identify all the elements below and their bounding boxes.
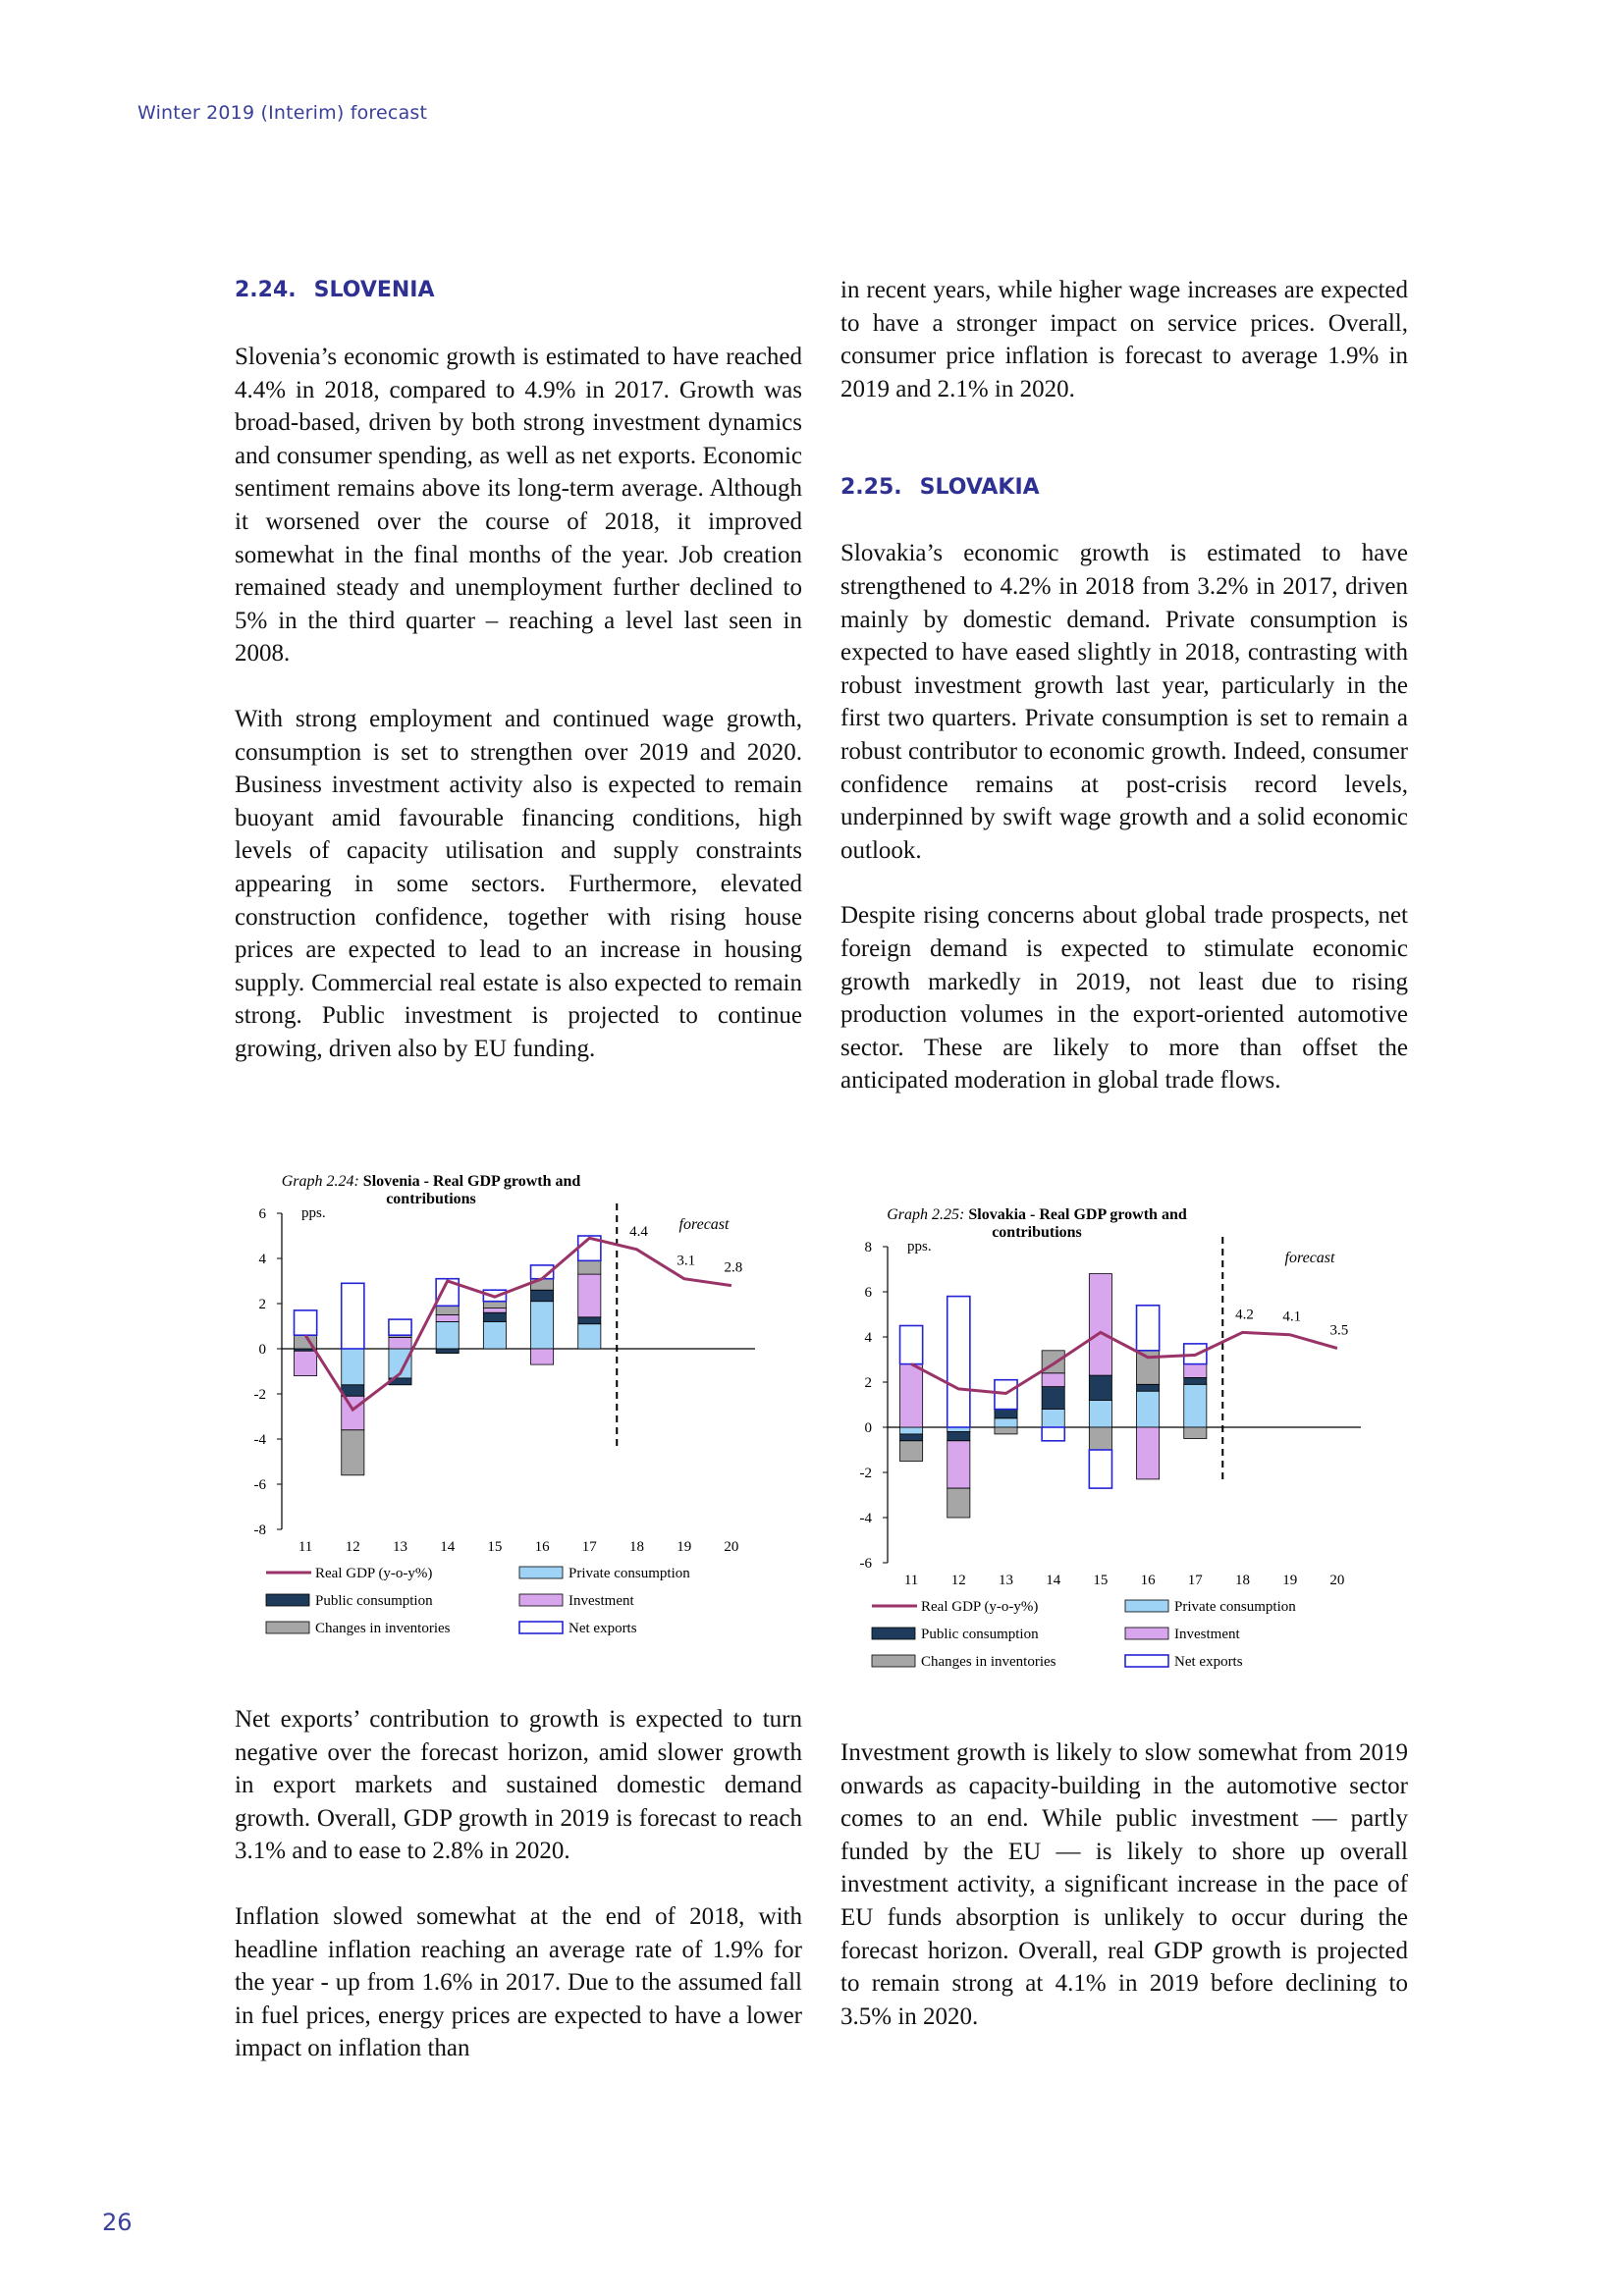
legend-swatch [519, 1622, 563, 1633]
bar-public-consumption [900, 1434, 923, 1441]
chart-title: Slovakia - Real GDP growth and [968, 1207, 1187, 1223]
y-tick-label: 0 [864, 1420, 872, 1436]
unit-label: pps. [301, 1205, 326, 1221]
gdp-line [911, 1332, 1337, 1393]
bar-public-consumption [1137, 1384, 1160, 1391]
x-tick-label: 18 [1235, 1573, 1250, 1588]
section-heading-slovakia [840, 471, 1408, 505]
paragraph: With strong employment and continued wage growth, consumption is set to strengthen over 2019 and 2020. Business investment activity also is expected to remain buoyant amid favourable financing conditions, high levels of capacity utilisation and supply constraints appearing in some sectors. Furthermore, elevated construction confidence, together with rising house prices are expected to lead to an increase in housing supply. Commercial real estate is also expected to remain strong. Public investment is projected to continue growing, driven also by EU funding. [235, 705, 802, 1062]
legend-swatch [266, 1594, 309, 1606]
chart-svg-slovenia [235, 1174, 804, 1677]
bar-investment [436, 1315, 459, 1322]
bar-investment [578, 1274, 601, 1317]
x-tick-label: 15 [1093, 1573, 1109, 1588]
chart-svg-slovakia [840, 1207, 1410, 1710]
legend-label: Private consumption [568, 1566, 690, 1581]
paragraph: in recent years, while higher wage increases are expected to have a stronger impact on service prices. Overall, consumer price inflation is forecast to average 1.9% in 2019 and 2.1% in 2020. [840, 277, 1408, 402]
forecast-label: forecast [678, 1216, 730, 1233]
y-tick-label: 4 [864, 1330, 872, 1346]
bar-net-exports [900, 1326, 923, 1364]
x-tick-label: 15 [487, 1539, 503, 1555]
y-tick-label: -6 [859, 1556, 872, 1572]
bar-private-consumption [900, 1427, 923, 1434]
bar-investment [483, 1308, 506, 1313]
y-tick-label: 2 [258, 1297, 266, 1312]
bar-public-consumption [578, 1317, 601, 1324]
y-tick-label: 0 [258, 1342, 266, 1358]
bar-private-consumption [1042, 1410, 1064, 1427]
bar-public-consumption [1089, 1375, 1111, 1400]
bar-investment [389, 1338, 411, 1350]
x-tick-label: 18 [629, 1539, 644, 1555]
bar-investment [1137, 1427, 1160, 1479]
bar-changes-in-inventories [900, 1441, 923, 1462]
legend-swatch [519, 1567, 563, 1578]
x-tick-label: 16 [534, 1539, 550, 1555]
legend-swatch [1125, 1628, 1168, 1639]
graph-slovenia [235, 1174, 804, 1677]
bar-changes-in-inventories [1184, 1427, 1207, 1439]
legend-label: Changes in inventories [921, 1654, 1056, 1670]
x-tick-label: 17 [1187, 1573, 1203, 1588]
bar-public-consumption [531, 1290, 554, 1302]
x-tick-label: 17 [581, 1539, 597, 1555]
bar-public-consumption [436, 1349, 459, 1354]
bar-private-consumption [342, 1349, 364, 1385]
gdp-data-label: 4.2 [1235, 1307, 1254, 1323]
bar-private-consumption [995, 1418, 1017, 1427]
x-tick-label: 16 [1140, 1573, 1156, 1588]
bar-investment [947, 1441, 970, 1488]
y-tick-label: -6 [253, 1477, 266, 1493]
section-title: SLOVENIA [313, 278, 435, 302]
bar-net-exports [295, 1310, 317, 1335]
bar-investment [531, 1349, 554, 1364]
y-tick-label: 8 [864, 1240, 872, 1255]
legend-swatch [1125, 1600, 1168, 1612]
running-header: Winter 2019 (Interim) forecast [137, 102, 428, 124]
bar-changes-in-inventories [342, 1430, 364, 1475]
y-tick-label: 2 [864, 1375, 872, 1391]
x-tick-label: 20 [724, 1539, 739, 1555]
bar-net-exports [947, 1297, 970, 1427]
section-number: 2.25. [840, 475, 902, 501]
gdp-data-label: 3.1 [677, 1253, 696, 1269]
bar-investment [900, 1364, 923, 1427]
y-tick-label: -4 [253, 1432, 266, 1448]
x-tick-label: 20 [1329, 1573, 1345, 1588]
bar-private-consumption [1089, 1400, 1111, 1427]
bar-public-consumption [1042, 1387, 1064, 1410]
slovakia-text-bottom [840, 1736, 1408, 2033]
x-tick-label: 19 [1282, 1573, 1298, 1588]
section-title: SLOVAKIA [919, 475, 1040, 501]
bar-changes-in-inventories [947, 1488, 970, 1518]
slovenia-text-bottom [235, 1703, 802, 2065]
gdp-line [305, 1238, 731, 1410]
paragraph: Slovakia’s economic growth is estimated to have strengthened to 4.2% in 2018 from 3.2% in 2017, driven mainly by domestic demand. Private consumption is expected to have eased slightly in 2018, contrasting with robust investment growth last year, particularly in the first two quarters. Private consumption is set to remain a robust contributor to economic growth. Indeed, consumer confidence remains at post-crisis record levels, underpinned by swift wage growth and a solid economic outlook. [840, 540, 1408, 864]
chart-caption [282, 1174, 581, 1190]
legend-label: Net exports [568, 1621, 637, 1636]
bar-private-consumption [578, 1324, 601, 1349]
bar-changes-in-inventories [1089, 1427, 1111, 1450]
bar-net-exports [1137, 1306, 1160, 1351]
gdp-data-label: 4.1 [1282, 1308, 1302, 1325]
gdp-data-label: 3.5 [1329, 1322, 1349, 1339]
chart-title-line2: contributions [386, 1191, 476, 1207]
bar-private-consumption [436, 1321, 459, 1349]
y-tick-label: -2 [253, 1387, 266, 1403]
x-tick-label: 12 [345, 1539, 360, 1555]
x-tick-label: 11 [298, 1539, 313, 1555]
bar-changes-in-inventories [578, 1260, 601, 1274]
chart-title-line2: contributions [992, 1224, 1082, 1241]
bar-private-consumption [1137, 1391, 1160, 1427]
legend-swatch [266, 1622, 309, 1633]
legend-swatch [872, 1628, 915, 1639]
bar-investment [1042, 1373, 1064, 1387]
paragraph: Slovenia’s economic growth is estimated to have reached 4.4% in 2018, compared to 4.9% in 2017. Growth was broad-based, driven by both strong investment dynamics and consumer spending, as well as net exports. Economic sentiment remains above its long-term average. Although it worsened over the course of 2018, it improved somewhat in the final months of the year. Job creation remained steady and unemployment further declined to 5% in the third quarter – reaching a level last seen in 2008. [235, 344, 802, 667]
paragraph: Despite rising concerns about global trade prospects, net foreign demand is expected to stimulate economic growth markedly in 2019, not least due to rising production volumes in the export-oriented automotive sector. These are likely to more than offset the anticipated moderation in global trade flows. [840, 902, 1408, 1095]
page-number: 26 [102, 2209, 133, 2236]
x-tick-label: 13 [999, 1573, 1013, 1588]
legend-label: Public consumption [315, 1593, 433, 1609]
paragraph: Investment growth is likely to slow somewhat from 2019 onwards as capacity-building in the automotive sector comes to an end. While public investment — partly funded by the EU — is likely to shore up overall investment activity, a significant increase in the pace of EU funds absorption is unlikely to occur during the forecast horizon. Overall, real GDP growth is projected to remain strong at 4.1% in 2019 before declining to 3.5% in 2020. [840, 1739, 1408, 2030]
bar-net-exports [389, 1319, 411, 1335]
graph-slovakia [840, 1207, 1410, 1710]
bar-private-consumption [531, 1302, 554, 1349]
bar-investment [342, 1396, 364, 1430]
x-tick-label: 11 [903, 1573, 919, 1588]
x-tick-label: 14 [1046, 1573, 1061, 1588]
forecast-label: forecast [1284, 1250, 1335, 1266]
legend-label: Real GDP (y-o-y%) [921, 1599, 1039, 1615]
legend-label: Changes in inventories [315, 1621, 451, 1636]
y-tick-label: -4 [859, 1511, 872, 1526]
legend-swatch [1125, 1655, 1168, 1667]
chart-caption-prefix: Graph 2.24: [281, 1174, 363, 1190]
right-text-top [840, 274, 1408, 1097]
bar-investment [295, 1351, 317, 1375]
y-tick-label: 6 [258, 1206, 266, 1222]
chart-caption-prefix: Graph 2.25: [887, 1207, 969, 1223]
legend-swatch [519, 1594, 563, 1606]
legend-label: Investment [1174, 1627, 1240, 1642]
legend-label: Public consumption [921, 1627, 1039, 1642]
bar-changes-in-inventories [483, 1302, 506, 1308]
bar-changes-in-inventories [436, 1306, 459, 1314]
bar-public-consumption [947, 1432, 970, 1441]
x-tick-label: 13 [393, 1539, 407, 1555]
x-tick-label: 14 [440, 1539, 456, 1555]
x-tick-label: 19 [677, 1539, 692, 1555]
chart-caption [887, 1207, 1187, 1223]
chart-title: Slovenia - Real GDP growth and [362, 1174, 581, 1190]
legend-swatch [872, 1655, 915, 1667]
bar-investment [1184, 1364, 1207, 1378]
bar-net-exports [1042, 1427, 1064, 1441]
y-tick-label: -2 [859, 1466, 872, 1481]
bar-private-consumption [1184, 1384, 1207, 1427]
section-heading-slovenia [235, 274, 802, 307]
legend-label: Net exports [1174, 1654, 1243, 1670]
legend-label: Private consumption [1174, 1599, 1296, 1615]
bar-changes-in-inventories [995, 1427, 1017, 1434]
gdp-data-label: 4.4 [629, 1223, 648, 1240]
bar-public-consumption [1184, 1377, 1207, 1384]
x-tick-label: 12 [950, 1573, 966, 1588]
section-number: 2.24. [235, 278, 297, 302]
legend-label: Real GDP (y-o-y%) [315, 1566, 433, 1581]
y-tick-label: -8 [253, 1522, 266, 1538]
legend-label: Investment [568, 1593, 634, 1609]
bar-net-exports [342, 1283, 364, 1349]
unit-label: pps. [907, 1239, 932, 1255]
gdp-data-label: 2.8 [724, 1259, 743, 1276]
slovenia-text-top [235, 274, 802, 1065]
bar-net-exports [1089, 1450, 1111, 1488]
paragraph: Net exports’ contribution to growth is expected to turn negative over the forecast horizon, amid slower growth in export markets and sustained domestic demand growth. Overall, GDP growth in 2019 is forecast to reach 3.1% and to ease to 2.8% in 2020. [235, 1706, 802, 1865]
bar-public-consumption [995, 1410, 1017, 1418]
y-tick-label: 4 [258, 1252, 266, 1267]
bar-public-consumption [483, 1312, 506, 1321]
bar-investment [1089, 1274, 1111, 1376]
y-tick-label: 6 [864, 1285, 872, 1301]
bar-private-consumption [483, 1321, 506, 1349]
paragraph: Inflation slowed somewhat at the end of 2018, with headline inflation reaching an average rate of 1.9% for the year - up from 1.6% in 2017. Due to the assumed fall in fuel prices, energy prices are expected to have a lower impact on inflation than [235, 1902, 802, 2062]
